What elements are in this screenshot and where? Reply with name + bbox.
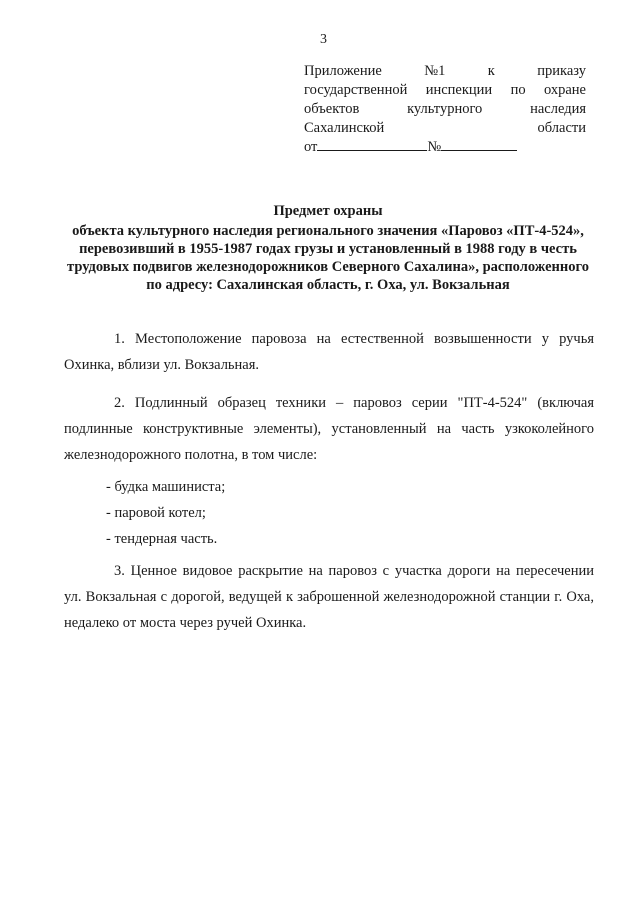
number-blank xyxy=(441,138,517,151)
title-heading: Предмет охраны xyxy=(273,203,383,219)
protection-item-3: 3. Ценное видовое раскрытие на паровоз с участка дороги на пересечении ул. Вокзальная с дорогой, ведущей к заброшенной железнодорожной станции г. Оха, недалеко от моста через ручей Охинка. xyxy=(64,563,594,631)
appendix-word: области xyxy=(537,120,586,136)
list-item: - тендерная часть. xyxy=(106,531,218,547)
appendix-word: объектов xyxy=(304,101,360,117)
appendix-word: приказу xyxy=(537,63,586,79)
locomotive-elements-list xyxy=(64,474,594,552)
list-item: - паровой котел; xyxy=(106,505,206,521)
appendix-word: к xyxy=(487,63,495,79)
appendix-word: наследия xyxy=(530,101,586,117)
from-label: от xyxy=(304,139,318,155)
appendix-line xyxy=(304,100,586,119)
appendix-word: №1 xyxy=(424,63,446,79)
appendix-date-number-line xyxy=(304,138,586,157)
appendix-line xyxy=(304,119,586,138)
appendix-line xyxy=(304,81,586,100)
appendix-word: Сахалинской xyxy=(304,120,385,136)
appendix-word: инспекции xyxy=(425,82,493,98)
protection-item-1: 1. Местоположение паровоза на естественной возвышенности у ручья Охинка, вблизи ул. Вокзальная. xyxy=(64,331,594,373)
page-number: 3 xyxy=(320,32,327,47)
document-title xyxy=(62,202,594,294)
protection-item-2: 2. Подлинный образец техники – паровоз серии "ПТ-4-524" (включая подлинные конструктивные элементы), установленный на часть узкоколейного железнодорожного полотна, в том числе: xyxy=(64,395,594,463)
document-body xyxy=(64,326,594,648)
appendix-line xyxy=(304,62,586,81)
appendix-word: по xyxy=(510,82,526,98)
list-item: - будка машиниста; xyxy=(106,479,226,495)
appendix-word: культурного xyxy=(407,101,483,117)
date-blank xyxy=(317,138,427,151)
number-label: № xyxy=(427,139,442,155)
appendix-header xyxy=(304,62,586,157)
appendix-word: охране xyxy=(543,82,586,98)
appendix-word: Приложение xyxy=(304,63,382,79)
appendix-word: государственной xyxy=(304,82,408,98)
title-subtitle: объекта культурного наследия регионального значения «Паровоз «ПТ-4-524», перевозивший в 1955-1987 годах грузы и установленный в 1988 году в честь трудовых подвигов железнодорожников Северного Сахалина», расположенного по адресу: Сахалинская область, г. Оха, ул. Вокзальная xyxy=(67,223,589,293)
